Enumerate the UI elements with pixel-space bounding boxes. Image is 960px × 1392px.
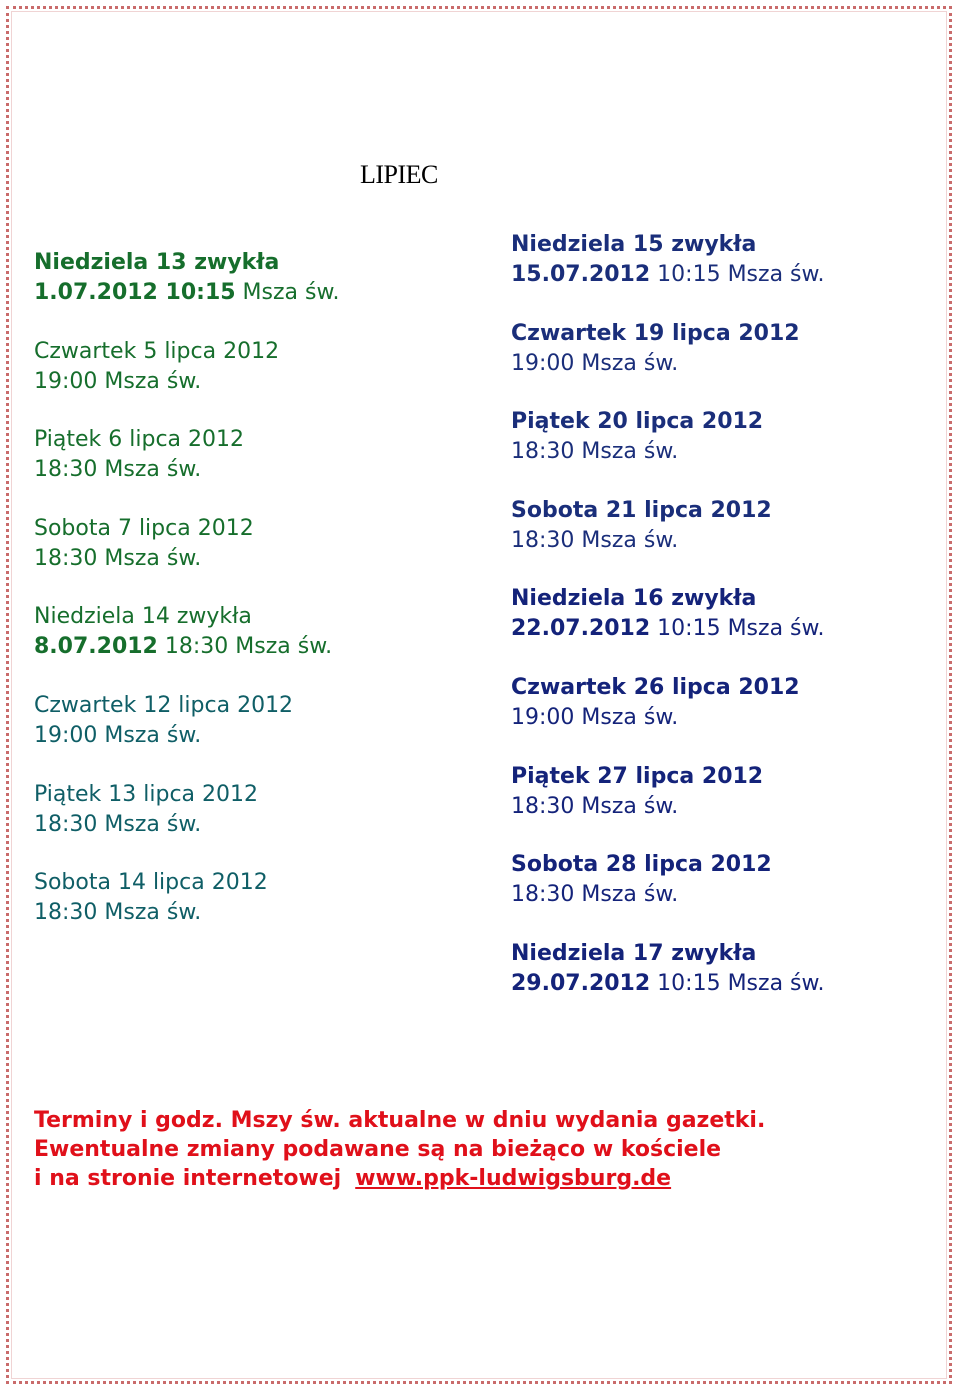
entry-day-heading: Niedziela 14 zwykła <box>34 604 252 630</box>
entry-mass-time: 18:30 Msza św. <box>511 439 679 465</box>
schedule-left-column <box>34 248 339 957</box>
entry-mass-time: 19:00 Msza św. <box>34 368 202 394</box>
entry-time-label: 10:15 Msza św. <box>650 616 825 642</box>
entry-mass-time <box>34 632 339 662</box>
schedule-entry <box>511 407 824 496</box>
entry-day-heading: Niedziela 17 zwykła <box>511 940 757 966</box>
schedule-entry <box>34 780 339 869</box>
entry-day-heading: Sobota 7 lipca 2012 <box>34 515 254 541</box>
notice-line-3-text: i na stronie internetowej <box>34 1166 342 1191</box>
entry-day-heading: Czwartek 26 lipca 2012 <box>511 674 800 700</box>
schedule-entry <box>511 319 824 408</box>
entry-day-heading: Czwartek 12 lipca 2012 <box>34 692 294 718</box>
entry-mass-time: 18:30 Msza św. <box>511 527 679 553</box>
schedule-entry <box>34 425 339 514</box>
entry-day-heading: Niedziela 16 zwykła <box>511 586 757 612</box>
entry-mass-time <box>34 278 339 308</box>
entry-day-heading: Sobota 21 lipca 2012 <box>511 497 772 523</box>
schedule-entry <box>34 691 339 780</box>
entry-mass-time <box>511 614 824 644</box>
entry-mass-time: 19:00 Msza św. <box>511 350 679 376</box>
entry-mass-time: 18:30 Msza św. <box>511 793 679 819</box>
notice-line-3 <box>34 1164 765 1193</box>
website-link[interactable]: www.ppk-ludwigsburg.de <box>355 1166 672 1191</box>
entry-mass-time: 18:30 Msza św. <box>34 900 202 926</box>
schedule-entry <box>511 762 824 851</box>
schedule-entry <box>34 337 339 426</box>
page-title: LIPIEC <box>360 160 438 189</box>
schedule-entry <box>511 939 824 1028</box>
entry-time-label: 18:30 Msza św. <box>157 634 333 660</box>
entry-time-label: 10:15 Msza św. <box>650 262 825 287</box>
entry-mass-time: 18:30 Msza św. <box>34 811 202 837</box>
entry-mass-time <box>511 260 824 290</box>
schedule-entry <box>511 230 824 319</box>
entry-date: 29.07.2012 <box>511 970 651 996</box>
entry-day-heading: Sobota 28 lipca 2012 <box>511 852 772 878</box>
entry-date: 15.07.2012 <box>511 262 651 287</box>
entry-day-heading: Niedziela 13 zwykła <box>34 250 280 275</box>
entry-date: 22.07.2012 <box>511 616 651 642</box>
entry-mass-time: 18:30 Msza św. <box>511 882 679 908</box>
entry-time-label: Msza św. <box>235 280 340 305</box>
schedule-entry <box>511 673 824 762</box>
entry-day-heading: Piątek 6 lipca 2012 <box>34 427 245 453</box>
entry-day-heading: Piątek 13 lipca 2012 <box>34 781 259 807</box>
entry-day-heading: Piątek 20 lipca 2012 <box>511 409 764 435</box>
entry-date: 1.07.2012 10:15 <box>34 280 236 305</box>
entry-mass-time <box>511 969 824 999</box>
schedule-entry <box>34 602 339 691</box>
schedule-entry <box>34 248 339 337</box>
schedule-entry <box>511 584 824 673</box>
notice-block <box>34 1106 765 1193</box>
entry-day-heading: Czwartek 5 lipca 2012 <box>34 338 280 364</box>
entry-day-heading: Czwartek 19 lipca 2012 <box>511 320 800 346</box>
entry-day-heading: Niedziela 15 zwykła <box>511 232 757 257</box>
entry-mass-time: 18:30 Msza św. <box>34 457 202 483</box>
entry-time-label: 10:15 Msza św. <box>650 970 825 996</box>
entry-mass-time: 19:00 Msza św. <box>34 722 202 748</box>
schedule-right-column <box>511 230 824 1027</box>
notice-line-2: Ewentualne zmiany podawane są na bieżąco w kościele <box>34 1137 722 1162</box>
schedule-entry <box>511 850 824 939</box>
entry-day-heading: Piątek 27 lipca 2012 <box>511 763 764 789</box>
entry-date: 8.07.2012 <box>34 634 158 660</box>
schedule-entry <box>34 514 339 603</box>
entry-day-heading: Sobota 14 lipca 2012 <box>34 870 268 896</box>
notice-line-1: Terminy i godz. Mszy św. aktualne w dniu wydania gazetki. <box>34 1108 766 1133</box>
entry-mass-time: 19:00 Msza św. <box>511 704 679 730</box>
schedule-entry <box>511 496 824 585</box>
entry-mass-time: 18:30 Msza św. <box>34 545 202 571</box>
schedule-entry <box>34 868 339 957</box>
